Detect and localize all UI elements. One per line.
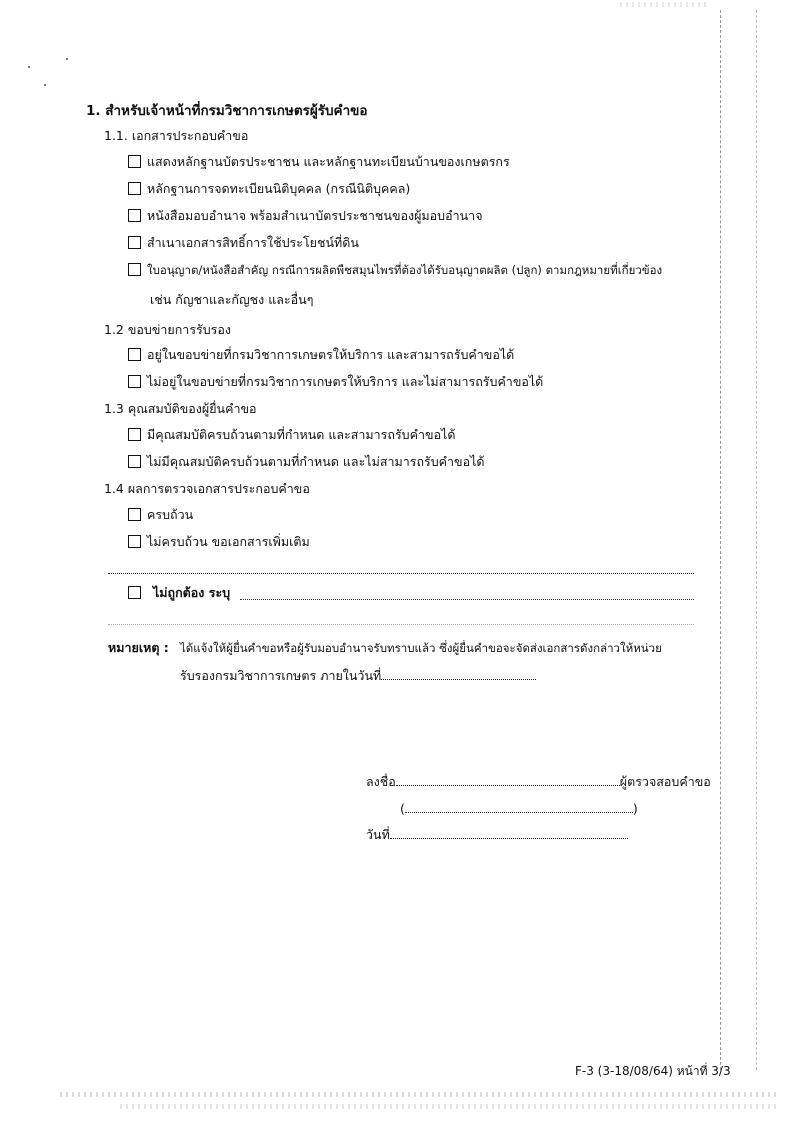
qualification-item-label: ไม่มีคุณสมบัติครบถ้วนตามที่กำหนด และไม่สามารถรับคำขอได้ (147, 454, 485, 469)
signature-field[interactable] (396, 773, 620, 786)
check-result-label: ไม่ครบถ้วน ขอเอกสารเพิ่มเติม (147, 534, 310, 549)
printed-name-field[interactable] (405, 800, 633, 813)
blank-line[interactable] (108, 573, 694, 574)
remark-text-line1: ได้แจ้งให้ผู้ยื่นคำขอหรือผู้รับมอบอำนาจรับทราบแล้ว ซึ่งผู้ยื่นคำขอจะจัดส่งเอกสารดังกล่าวให้หน่วย (180, 641, 662, 655)
doc-item-label: หนังสือมอบอำนาจ พร้อมสำเนาบัตรประชาชนของผู้มอบอำนาจ (147, 208, 483, 223)
doc-item-id-card (128, 153, 510, 171)
subsection-1-1-label: 1.1. เอกสารประกอบคำขอ (104, 128, 249, 143)
scope-item-in-scope (128, 346, 514, 364)
scan-speck (44, 84, 46, 86)
check-result-label: ครบถ้วน (147, 507, 194, 522)
remark-label: หมายเหตุ : (108, 640, 169, 655)
scope-item-out-of-scope (128, 373, 543, 391)
subsection-1-2-label: 1.2 ขอบข่ายการรับรอง (104, 322, 232, 337)
qualification-item-not-qualified (128, 453, 485, 471)
blank-line[interactable] (108, 624, 694, 625)
qualification-item-qualified (128, 426, 455, 444)
signature-row (366, 773, 711, 791)
scan-noise (620, 2, 710, 7)
paren-close: ) (632, 801, 638, 816)
incorrect-specify-row (128, 584, 230, 602)
doc-item-license (128, 261, 662, 279)
checkbox[interactable] (128, 263, 141, 276)
check-result-complete (128, 506, 193, 524)
checkbox[interactable] (128, 236, 141, 249)
incorrect-specify-field[interactable] (240, 599, 694, 600)
doc-item-license-continued: เช่น กัญชาและกัญชง และอื่นๆ (150, 292, 314, 307)
date-field[interactable] (390, 826, 628, 839)
printed-name-row (400, 800, 638, 818)
scope-item-label: ไม่อยู่ในขอบข่ายที่กรมวิชาการเกษตรให้บริการ และไม่สามารถรับคำขอได้ (147, 374, 544, 389)
check-result-incomplete (128, 533, 310, 551)
doc-item-land-title (128, 234, 359, 252)
doc-item-label: สำเนาเอกสารสิทธิ์การใช้ประโยชน์ที่ดิน (147, 235, 359, 250)
paren-open: ( (400, 801, 405, 816)
doc-item-label: แสดงหลักฐานบัตรประชาชน และหลักฐานทะเบียนบ้านของเกษตรกร (147, 154, 510, 169)
checkbox[interactable] (128, 348, 141, 361)
doc-item-power-of-attorney (128, 207, 483, 225)
scan-edge-line (756, 10, 757, 1070)
checkbox[interactable] (128, 428, 141, 441)
remark-date-field[interactable] (381, 667, 536, 680)
date-label: วันที่ (366, 827, 390, 842)
subsection-1-3-label: 1.3 คุณสมบัติของผู้ยื่นคำขอ (104, 401, 257, 416)
checkbox[interactable] (128, 209, 141, 222)
scope-item-label: อยู่ในขอบข่ายที่กรมวิชาการเกษตรให้บริการ และสามารถรับคำขอได้ (147, 347, 515, 362)
checkbox[interactable] (128, 535, 141, 548)
incorrect-specify-label: ไม่ถูกต้อง ระบุ (153, 585, 231, 600)
checkbox[interactable] (128, 375, 141, 388)
doc-item-label: ใบอนุญาต/หนังสือสำคัญ กรณีการผลิตพืชสมุนไพรที่ต้องได้รับอนุญาตผลิต (ปลูก) ตามกฎหมายที่เกี่ยวข้อง (147, 263, 663, 277)
remark-date-label: รับรองกรมวิชาการเกษตร ภายในวันที่ (180, 668, 382, 683)
scan-speck (28, 66, 30, 68)
checkbox[interactable] (128, 455, 141, 468)
signature-role: ผู้ตรวจสอบคำขอ (619, 774, 711, 789)
scan-edge-line (720, 10, 721, 1070)
checkbox[interactable] (128, 155, 141, 168)
subsection-1-4-label: 1.4 ผลการตรวจเอกสารประกอบคำขอ (104, 481, 310, 496)
scan-noise (120, 1104, 780, 1109)
checkbox[interactable] (128, 182, 141, 195)
qualification-item-label: มีคุณสมบัติครบถ้วนตามที่กำหนด และสามารถรับคำขอได้ (147, 427, 456, 442)
section-title: 1. สำหรับเจ้าหน้าที่กรมวิชาการเกษตรผู้รับคำขอ (86, 103, 368, 119)
scan-noise (60, 1092, 780, 1097)
doc-item-label: หลักฐานการจดทะเบียนนิติบุคคล (กรณีนิติบุคคล) (147, 181, 411, 196)
signature-label: ลงชื่อ (366, 774, 396, 789)
doc-item-registration (128, 180, 410, 198)
remark-text-line2 (180, 667, 536, 685)
date-row (366, 826, 628, 844)
checkbox[interactable] (128, 508, 141, 521)
checkbox[interactable] (128, 586, 141, 599)
form-code-footer: F-3 (3-18/08/64) หน้าที่ 3/3 (575, 1064, 731, 1078)
scan-speck (66, 58, 68, 60)
